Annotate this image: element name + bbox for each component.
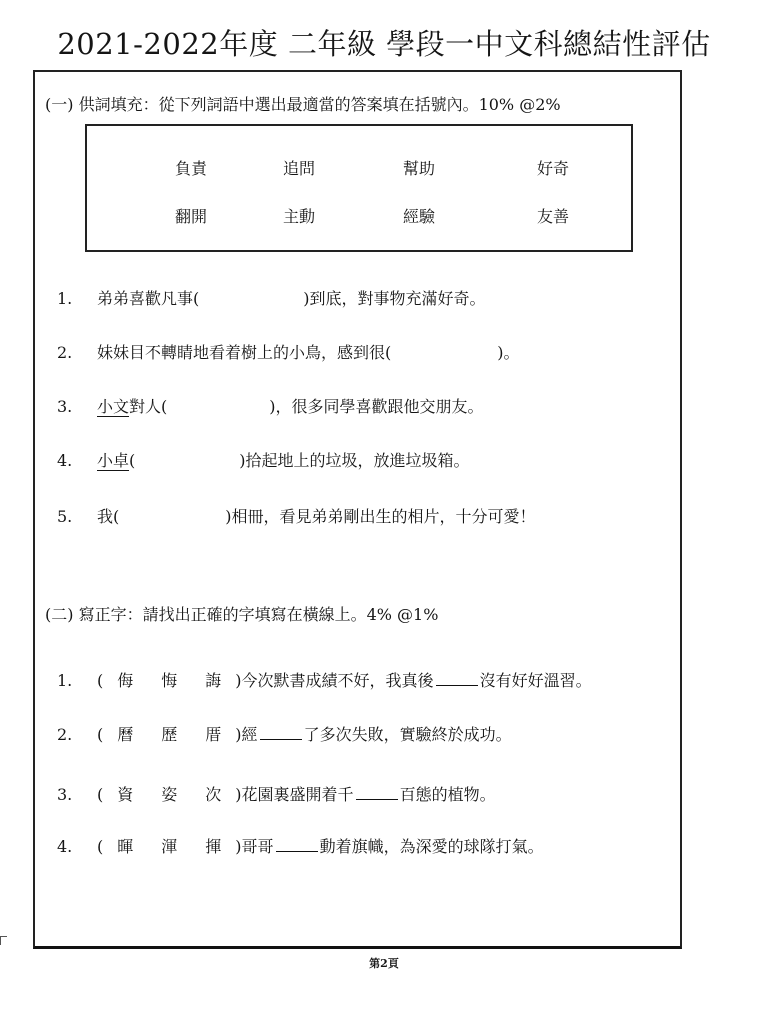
correct-char-question-1: 1. ( 侮 悔 誨 )今次默書成績不好，我真後 沒有好好溫習。 [57,668,592,691]
answer-line[interactable] [260,738,302,740]
section-2-heading: (二) 寫正字：請找出正確的字填寫在橫線上。4% @1% [45,605,439,624]
fill-question-2: 2. 妹妹目不轉睛地看着樹上的小鳥，感到很( )。 [57,343,520,362]
word-bank-item: 友善 [537,207,570,226]
scan-edge-mark [0,936,7,945]
word-bank-item: 追問 [283,159,316,178]
word-bank-item: 經驗 [403,207,436,226]
character-options: 資 姿 次 [117,785,222,804]
word-bank-item: 負責 [175,159,208,178]
word-bank-item: 好奇 [537,159,570,178]
page-title: 2021-2022年度 二年級 學段一中文科總結性評估 [57,27,711,61]
answer-line[interactable] [436,684,478,686]
section-1-heading: (一) 供詞填充：從下列詞語中選出最適當的答案填在括號內。10% @2% [45,95,561,114]
word-bank-item: 幫助 [403,159,436,178]
answer-line[interactable] [356,798,398,800]
student-name: 小文 [97,397,130,416]
correct-char-question-4: 4. ( 暉 渾 揮 )哥哥 動着旗幟，為深愛的球隊打氣。 [57,834,544,857]
fill-question-4: 4. 小卓( )拾起地上的垃圾，放進垃圾箱。 [57,451,470,470]
fill-question-5: 5. 我( )相冊，看見弟弟剛出生的相片，十分可愛！ [57,507,536,526]
worksheet-frame [33,70,682,949]
answer-line[interactable] [276,850,318,852]
word-bank-item: 主動 [283,207,316,226]
word-bank [85,124,633,252]
fill-question-1: 1. 弟弟喜歡凡事( )到底，對事物充滿好奇。 [57,289,486,308]
character-options: 暉 渾 揮 [117,837,222,856]
character-options: 侮 悔 誨 [117,671,222,690]
correct-char-question-2: 2. ( 曆 歷 厝 )經 了多次失敗，實驗終於成功。 [57,722,512,745]
correct-char-question-3: 3. ( 資 姿 次 )花園裏盛開着千 百態的植物。 [57,782,496,805]
fill-question-3: 3. 小文對人( )，很多同學喜歡跟他交朋友。 [57,397,484,416]
character-options: 曆 歷 厝 [117,725,222,744]
student-name: 小卓 [97,451,130,470]
page-number: 第2頁 [369,957,399,970]
word-bank-item: 翻開 [175,207,208,226]
